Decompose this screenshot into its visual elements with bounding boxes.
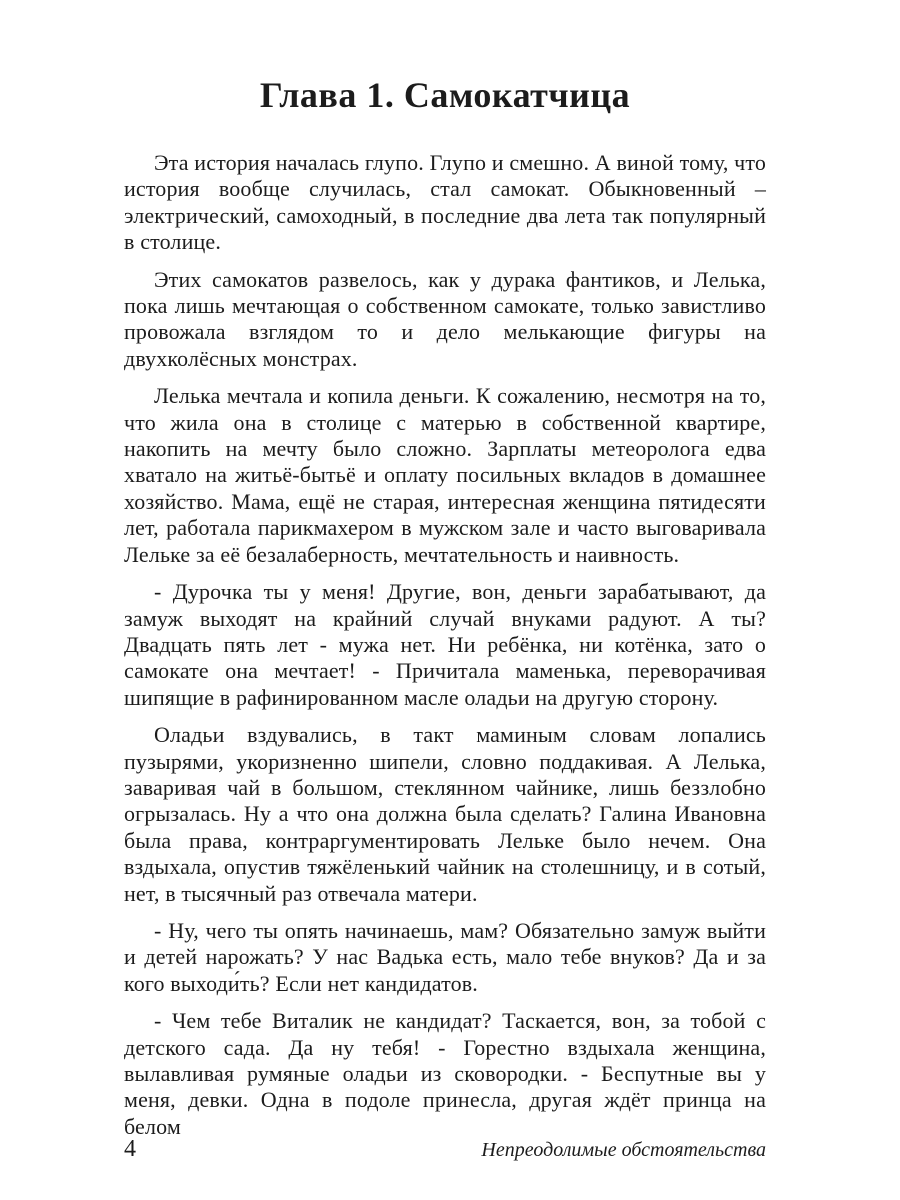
- paragraph: Эта история началась глупо. Глупо и смешно. А виной тому, что история вообще случилась, стал самокат. Обыкновенный – электрический, самоходный, в последние два лета так популярный в столице.: [124, 150, 766, 255]
- book-page: [124, 0, 766, 1200]
- chapter-title: Глава 1. Самокатчица: [259, 75, 631, 115]
- paragraph: - Ну, чего ты опять начинаешь, мам? Обязательно замуж выйти и детей нарожать? У нас Вадька есть, мало тебе внуков? Да и за кого выходи́ть? Если нет кандидатов.: [124, 917, 766, 996]
- paragraph: - Дурочка ты у меня! Другие, вон, деньги зарабатывают, да замуж выходят на крайний случай внуками радуют. А ты? Двадцать пять лет - мужа нет. Ни ребёнка, ни котёнка, зато о самокате она мечтает! - Причитала маменька, переворачивая шипящие в рафинированном масле оладьи на другую сторону.: [124, 579, 766, 710]
- paragraph: Лелька мечтала и копила деньги. К сожалению, несмотря на то, что жила она в столице с матерью в собственной квартире, накопить на мечту было сложно. Зарплаты метеоролога едва хватало на житьё-бытьё и оплату посильных вкладов в домашнее хозяйство. Мама, ещё не старая, интересная женщина пятидесяти лет, работала парикмахером в мужском зале и часто выговаривала Лельке за её безалаберность, мечтательность и наивность.: [124, 383, 766, 567]
- paragraph: Оладьи вздувались, в такт маминым словам лопались пузырями, укоризненно шипели, словно поддакивая. А Лелька, заваривая чай в большом, стеклянном чайнике, лишь беззлобно огрызалась. Ну а что она должна была сделать? Галина Ивановна была права, контраргументировать Лельке было нечем. Она вздыхала, опустив тяжёленький чайник на столешницу, и в сотый, нет, в тысячный раз отвечала матери.: [124, 722, 766, 906]
- paragraph: Этих самокатов развелось, как у дурака фантиков, и Лелька, пока лишь мечтающая о собственном самокате, только завистливо провожала взглядом то и дело мелькающие фигуры на двухколёсных монстрах.: [124, 266, 766, 371]
- page-footer: [124, 1136, 766, 1166]
- page-number: 4: [124, 1136, 136, 1162]
- paragraph: - Чем тебе Виталик не кандидат? Таскается, вон, за тобой с детского сада. Да ну тебя! - Горестно вздыхала женщина, вылавливая румяные оладьи из сковородки. - Беспутные вы у меня, девки. Одна в подоле принесла, другая ждёт принца на белом: [124, 1008, 766, 1139]
- chapter-body: [124, 150, 766, 1151]
- running-title: Непреодолимые обстоятельства: [481, 1139, 766, 1161]
